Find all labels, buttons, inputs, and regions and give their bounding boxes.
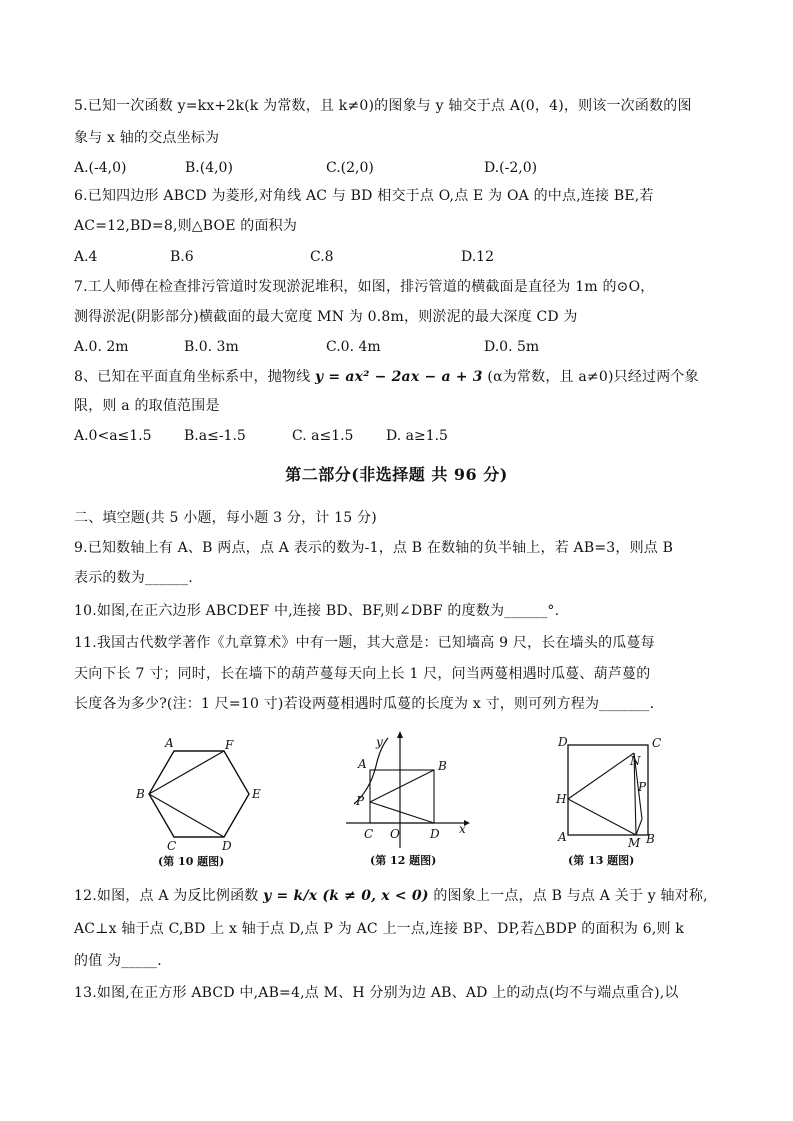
segment-pm xyxy=(636,819,642,835)
label-p: P xyxy=(638,780,647,794)
q6-line1: 6.已知四边形 ABCD 为菱形,对角线 AC 与 BD 相交于点 O,点 E 为 OA 的中点,连接 BE,若 xyxy=(74,188,654,204)
q13-line1: 13.如图,在正方形 ABCD 中,AB=4,点 M、H 分别为边 AB、AD 上的动点(均不与端点重合),以 xyxy=(74,985,679,1001)
label-n: N xyxy=(630,754,641,768)
label-b: B xyxy=(136,787,145,801)
q11-line2: 天向下长 7 寸；同时，长在墙下的葫芦蔓每天向上长 1 尺，问当两蔓相遇时瓜蔓、葫芦蔓的 xyxy=(74,666,651,682)
label-p: P xyxy=(356,794,365,808)
q5-option-b: B.(4,0) xyxy=(185,160,233,176)
label-y: y xyxy=(376,735,383,749)
q6-option-c: C.8 xyxy=(310,249,334,265)
label-b: B xyxy=(438,759,447,773)
label-c: C xyxy=(364,827,374,841)
q12-line2: AC⊥x 轴于点 C,BD 上 x 轴于点 D,点 P 为 AC 上一点,连接 BP、DP,若△BDP 的面积为 6,则 k xyxy=(74,921,685,937)
q7-option-c: C.0. 4m xyxy=(326,339,381,355)
q5-line2: 象与 x 轴的交点坐标为 xyxy=(74,130,220,146)
q11-line1: 11.我国古代数学著作《九章算术》中有一题，其大意是：已知墙高 9 尺，长在墙头的瓜蔓每 xyxy=(74,635,655,651)
q5-line1: 5.已知一次函数 y=kx+2k(k 为常数，且 k≠0)的图象与 y 轴交于点 A(0，4)，则该一次函数的图 xyxy=(74,98,692,114)
segment-hn xyxy=(568,753,634,799)
figure-10-caption: (第 10 题图) xyxy=(158,855,225,868)
q5-option-c: C.(2,0) xyxy=(326,160,374,176)
q6-option-d: D.12 xyxy=(461,249,494,265)
q8-text-post: (α为常数，且 a≠0)只经过两个象 xyxy=(487,369,699,385)
q9-line2: 表示的数为______. xyxy=(74,570,193,586)
label-e: E xyxy=(252,787,261,801)
q8-option-c: C. a≤1.5 xyxy=(292,428,354,444)
q6-option-b: B.6 xyxy=(170,249,194,265)
square-diagram xyxy=(554,735,674,855)
label-c: C xyxy=(652,736,662,750)
rectangle-acdb xyxy=(370,770,434,823)
q8-option-d: D. a≥1.5 xyxy=(386,428,448,444)
q12-line1 xyxy=(74,886,708,906)
q8-option-b: B.a≤-1.5 xyxy=(184,428,246,444)
q5-option-a: A.(-4,0) xyxy=(74,160,127,176)
coordinate-diagram xyxy=(342,730,477,852)
y-axis-arrow xyxy=(397,731,403,738)
label-m: M xyxy=(628,836,641,850)
label-f: F xyxy=(225,738,234,752)
label-a: A xyxy=(165,736,174,750)
label-a: A xyxy=(358,757,367,771)
label-c: C xyxy=(167,839,177,853)
segment-bd xyxy=(149,794,224,837)
segment-pd xyxy=(370,802,434,823)
figure-13 xyxy=(554,735,674,871)
hexagon-diagram xyxy=(132,736,262,856)
q6-option-a: A.4 xyxy=(74,249,98,265)
q8-parabola-formula: y = ax² − 2ax − a + 3 xyxy=(314,369,483,385)
q12-line3: 的值 为_____. xyxy=(74,953,162,969)
label-x: x xyxy=(459,822,466,836)
q12-text-post: 的图象上一点，点 B 与点 A 关于 y 轴对称, xyxy=(433,888,708,904)
q12-function-formula: y = k/x (k ≠ 0, x < 0) xyxy=(263,888,429,904)
figure-12 xyxy=(342,730,477,870)
label-d: D xyxy=(222,839,232,853)
q7-line1: 7.工人师傅在检查排污管道时发现淤泥堆积，如图，排污管道的横截面是直径为 1m 的⊙O， xyxy=(74,279,655,295)
q7-option-a: A.0. 2m xyxy=(74,339,129,355)
q8-line2: 限，则 a 的取值范围是 xyxy=(74,398,220,414)
hexagon-outline xyxy=(149,751,249,837)
q11-line3: 长度各为多少?(注：1 尺=10 寸)若设两蔓相遇时瓜蔓的长度为 x 寸，则可列方程为_______. xyxy=(74,696,655,712)
label-o: O xyxy=(390,827,400,841)
figure-10 xyxy=(132,736,262,871)
label-d: D xyxy=(558,735,568,749)
section2-title: 二、填空题(共 5 小题，每小题 3 分，计 15 分) xyxy=(74,510,377,526)
q8-line1 xyxy=(74,367,699,387)
q9-line1: 9.已知数轴上有 A、B 两点，点 A 表示的数为-1，点 B 在数轴的负半轴上，若 AB=3，则点 B xyxy=(74,540,674,556)
segment-hm xyxy=(568,799,636,835)
q7-line2: 测得淤泥(阴影部分)横截面的最大宽度 MN 为 0.8m，则淤泥的最大深度 CD 为 xyxy=(74,309,578,325)
label-d: D xyxy=(430,827,440,841)
q5-option-d: D.(-2,0) xyxy=(484,160,538,176)
figure-12-caption: (第 12 题图) xyxy=(370,854,437,867)
label-h: H xyxy=(556,792,567,806)
q8-option-a: A.0<a≤1.5 xyxy=(74,428,152,444)
q7-option-b: B.0. 3m xyxy=(184,339,239,355)
q10-line1: 10.如图,在正六边形 ABCDEF 中,连接 BD、BF,则∠DBF 的度数为______°. xyxy=(74,603,560,619)
part2-heading: 第二部分(非选择题 共 96 分) xyxy=(285,465,508,484)
segment-pb xyxy=(370,770,434,802)
label-b: B xyxy=(646,832,655,846)
q12-text-pre: 12.如图，点 A 为反比例函数 xyxy=(74,888,259,904)
q8-text-pre: 8、已知在平面直角坐标系中，抛物线 xyxy=(74,369,311,385)
q7-option-d: D.0. 5m xyxy=(484,339,540,355)
segment-bf xyxy=(149,751,224,794)
figure-13-caption: (第 13 题图) xyxy=(568,854,635,867)
q6-line2: AC=12,BD=8,则△BOE 的面积为 xyxy=(74,218,298,234)
label-a: A xyxy=(558,830,567,844)
